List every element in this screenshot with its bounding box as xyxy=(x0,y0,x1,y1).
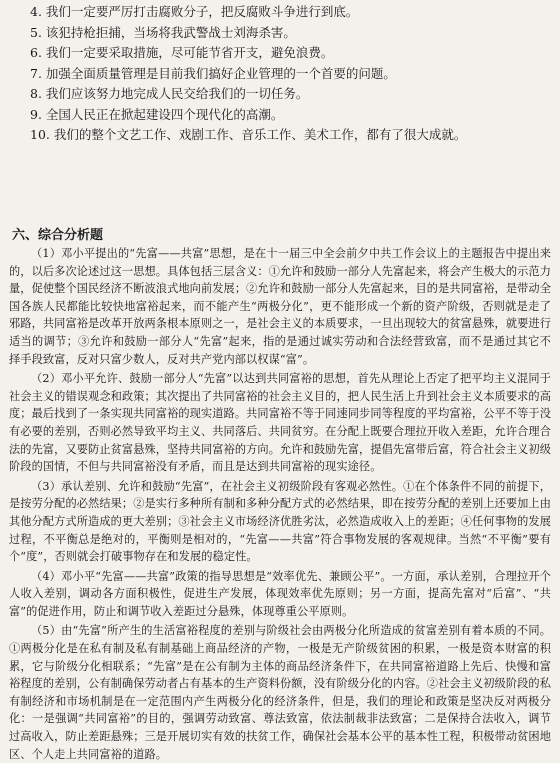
answer-paragraph-2: （2）邓小平允许、鼓励一部分人“先富”以达到共同富裕的思想，首先从理论上否定了把平均主义混同于社会主义的错误观念和政策；其次提出了共同富裕的社会主义目的，把人民生活上升到社会主义本质要求的高度；最后找到了一条实现共同富裕的现实道路。共同富裕不等于同速同步同等程度的平均富裕，公平不等于没有必要的差别，否则必然导致平均主义、共同落后、共同贫穷。在分配上既要合理拉开收入差距，允许合理合法的先富，又要防止贫富悬殊，坚持共同富裕的方向。允许和鼓励先富，提倡先富带后富，符合社会主义初级阶段的国情，不但与共同富裕没有矛盾，而且是达到共同富裕的现实途径。 xyxy=(9,372,551,474)
list-item: 8. 我们应该努力地完成人民交给我们的一切任务。 xyxy=(30,86,309,101)
list-item: 5. 该犯持枪拒捕，当场将我武警战士刘海杀害。 xyxy=(30,24,296,40)
list-item: 6. 我们一定要采取措施，尽可能节省开支，避免浪费。 xyxy=(30,45,334,60)
list-item: 7. 加强全面质量管理是目前我们搞好企业管理的一个首要的问题。 xyxy=(30,65,396,81)
analysis-answers xyxy=(0,245,560,763)
list-item: 9. 全国人民正在掀起建设四个现代化的高潮。 xyxy=(30,106,284,122)
list-item: 4. 我们一定要严厉打击腐败分子，把反腐败斗争进行到底。 xyxy=(30,4,359,19)
section-heading: 六、综合分析题 xyxy=(12,228,104,243)
answer-paragraph-5: （5）由“先富”所产生的生活富裕程度的差别与阶级社会由两极分化所造成的贫富差别有着本质的不同。①两极分化是在私有制及私有制基础上商品经济的产物，一极是无产阶级贫困的积累，一极是资本财富的积累，它与阶级分化相联系；“先富”是在公有制为主体的商品经济条件下，在共同富裕道路上先后、快慢和富裕程度的差别，公有制确保劳动者占有基本的生产资料份额，没有阶级分化的内容。②社会主义初级阶段的私有制经济和市场机制是在一定范围内产生两极分化的经济条件，但是，我们的理论和政策是坚决反对两极分化：一是强调“共同富裕”的目的，强调劳动致富、尊法致富，依法制裁非法致富；二是保持合法收入，调节过高收入，防止差距悬殊；三是开展切实有效的扶贫工作，确保社会基本公平的基本性工程，积极带动贫困地区、个人走上共同富裕的道路。 xyxy=(9,624,551,761)
answer-paragraph-3: （3）承认差别、允许和鼓励“先富”，在社会主义初级阶段有客观必然性。①在个体条件不同的前提下，是按劳分配的必然结果；②是实行多种所有制和多种分配方式的必然结果，即在按劳分配的差别上还要加上由其他分配方式所造成的更大差别；③社会主义市场经济优胜劣汰，必然造成收入上的差距；④任何事物的发展过程，不平衡总是绝对的，平衡则是相对的，“先富——共富”符合事物发展的客观规律。当然“不平衡”要有个“度”，否则就会打破事物存在和发展的稳定性。 xyxy=(9,479,551,564)
answer-paragraph-1: （1）邓小平提出的“先富——共富”思想，是在十一届三中全会前夕中共工作会议上的主题报告中提出来的，以后多次论述过这一思想。具体包括三层含义：①允许和鼓励一部分人先富起来，将会产生极大的示范力量，促使整个国民经济不断波浪式地向前发展；②允许和鼓励一部分人先富起来，目的是共同富裕，是带动全国各族人民都能比较快地富裕起来，而不能产生“两极分化”，更不能形成一个新的资产阶级，否则就是走了邪路，共同富裕是改革开放两条根本原则之一，是社会主义的本质要求，一旦出现较大的贫富悬殊，就要进行适当的调节；③允许和鼓励一部分人“先富”起来，指的是通过诚实劳动和合法经营致富，而不是通过其它不择手段致富，反对只富少数人，反对共产党内部以权谋“富”。 xyxy=(9,247,551,366)
list-item: 10. 我们的整个文艺工作、戏剧工作、音乐工作、美术工作，都有了很大成就。 xyxy=(30,127,467,142)
answer-paragraph-4: （4）邓小平“先富——共富”政策的指导思想是“效率优先、兼顾公平”。一方面，承认差别，合理拉开个人收入差别，调动各方面积极性，促进生产发展，体现效率优先原则；另一方面，提高先富对“后富”、“共富”的促进作用，防止和调节收入差距过分悬殊，体现尊重公平原则。 xyxy=(9,569,551,618)
sentence-list xyxy=(0,2,560,146)
